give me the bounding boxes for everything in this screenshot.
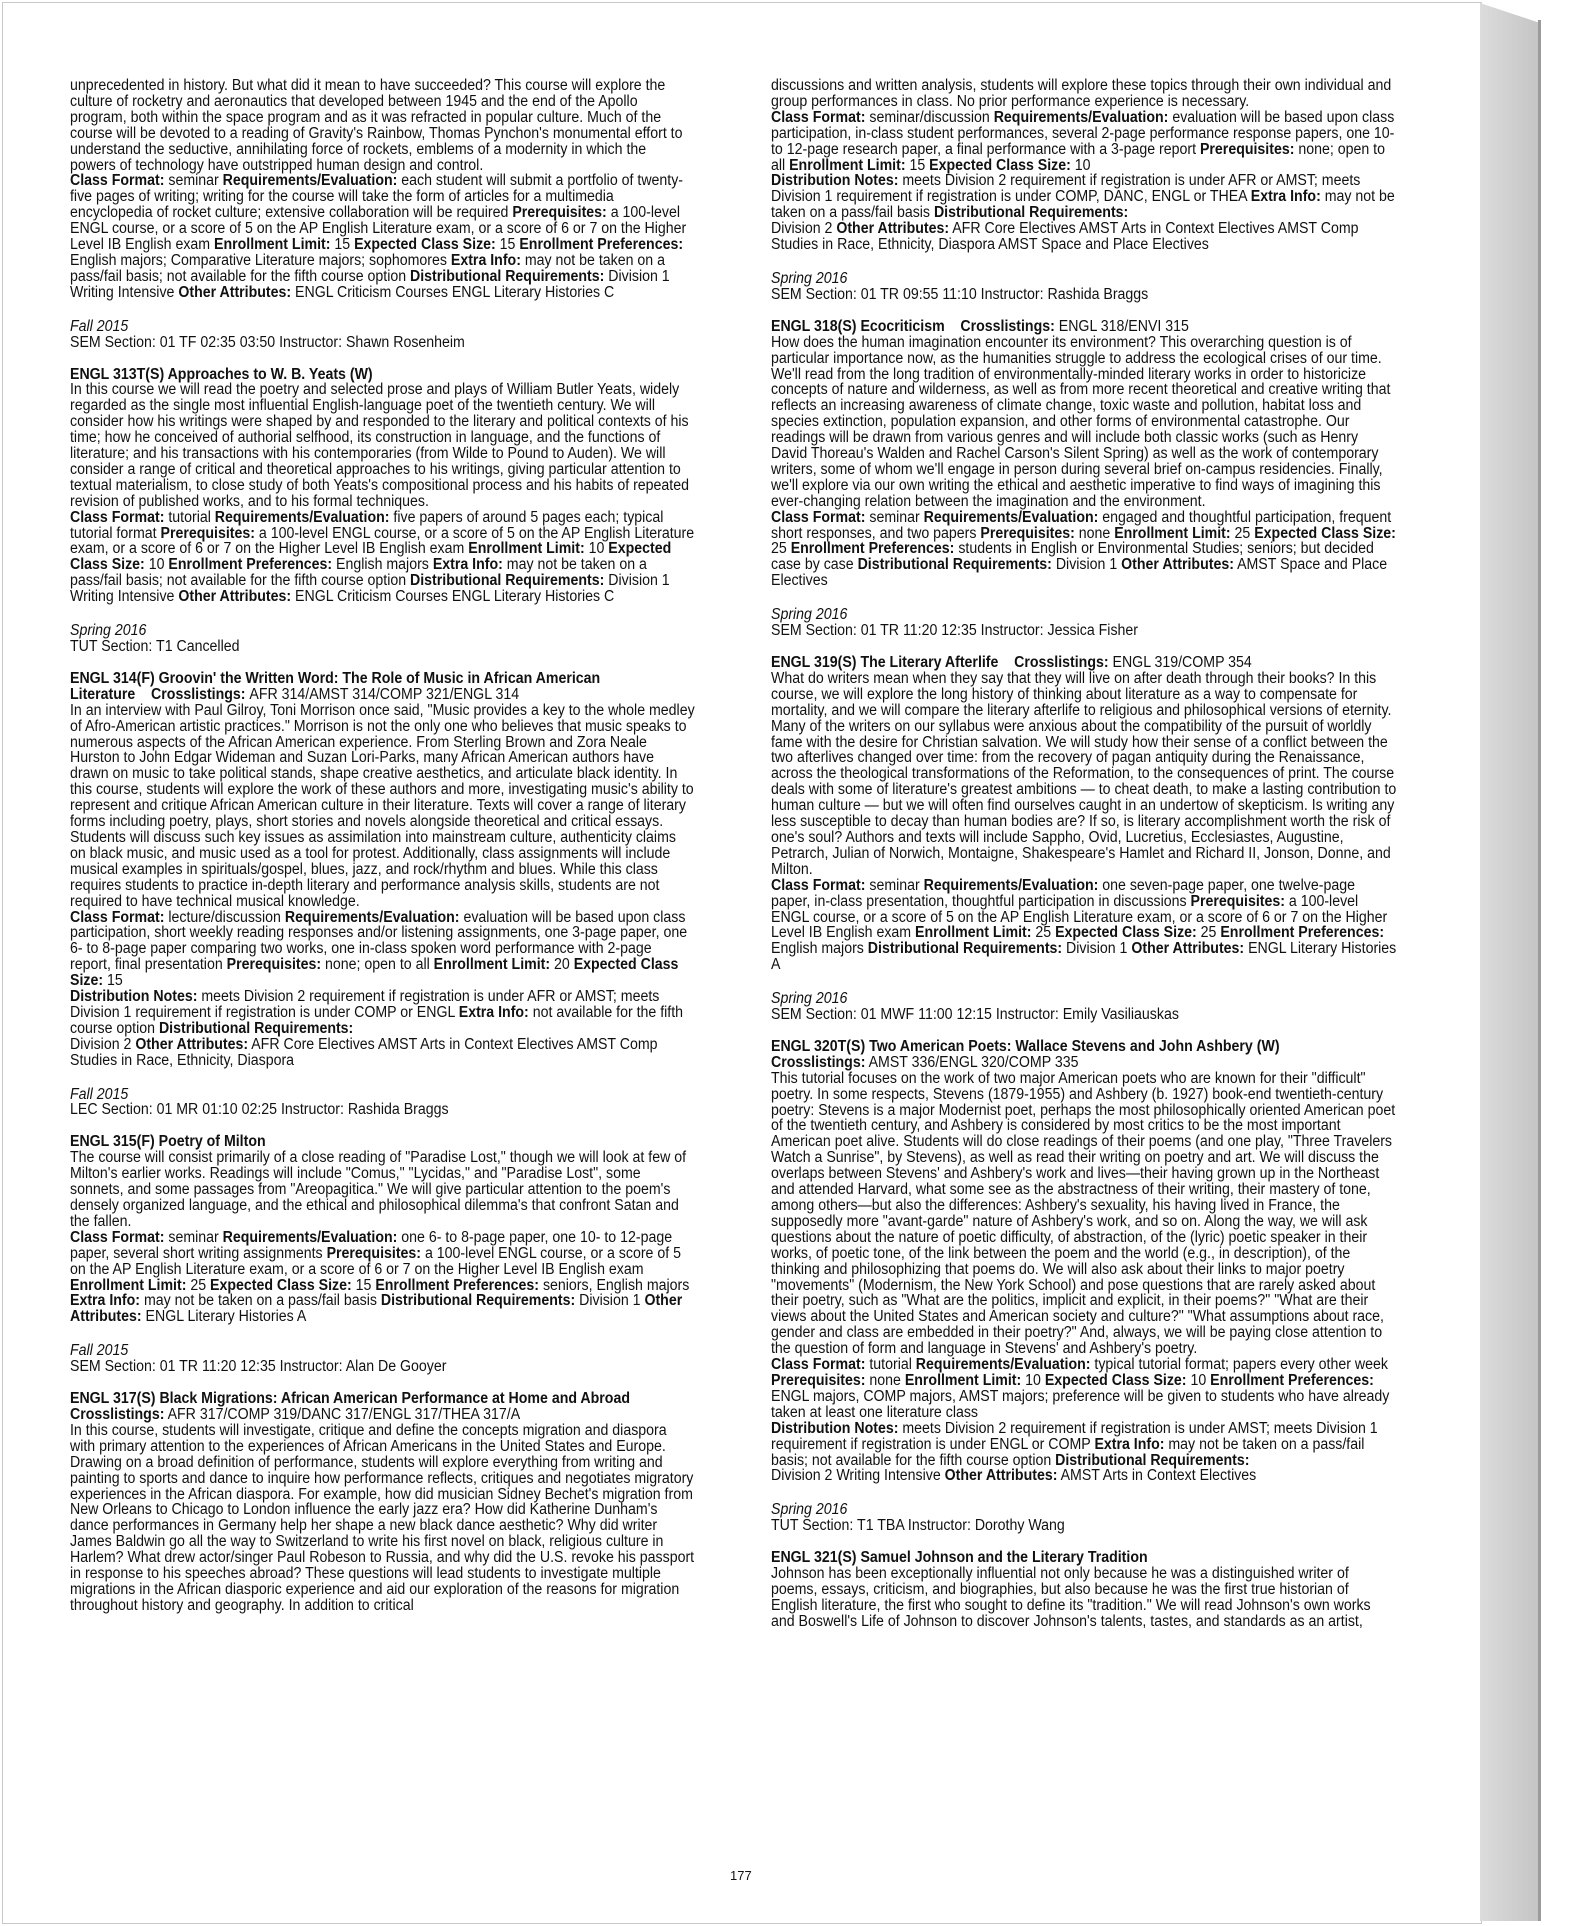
course-term: Spring 2016 xyxy=(771,1501,848,1519)
course-term: Spring 2016 xyxy=(771,990,848,1008)
crosslistings-label: Crosslistings: xyxy=(771,1053,866,1071)
course-details: Class Format: tutorial Requirements/Evaluation: typical tutorial format; papers every other week Prerequisites: none Enrollment Limit: 10 Expected Class Size: 10 Enrollment Preferences: ENGL majors, COMP majors, AMST majors; preference will be given to students who have already taken at least one literature class xyxy=(771,1356,1390,1421)
course-description: In this course, students will investigate, critique and define the concepts migration and diaspora with primary attention to the experiences of African Americans in the United States and Europe. Drawing on a broad definition of performance, students will explore everything from writing and painting to sports and dance to inquire how performance reflects, critiques and negotiates migratory experiences in the African diaspora. For example, how did musician Sidney Bechet's migration from New Orleans to Chicago to London influence the early jazz era? How did Katherine Dunham's dance performances in Germany help her shape a new black dance aesthetic? Why did writer James Baldwin go all the way to Switzerland to write his first novel on black, religious culture in Harlem? What drew actor/singer Paul Robeson to Russia, and why did the U.S. revoke his passport in response to his speeches abroad? These questions will lead students to investigate multiple migrations in the African diasporic experience and aid our exploration of the reasons for migration throughout history and geography. In addition to critical xyxy=(70,1421,695,1614)
course-details: Class Format: lecture/discussion Requirements/Evaluation: evaluation will be based upon class participation, short weekly reading responses and/or listening assignments, one 3-page paper, one 6- to 8-page paper comparing two works, one in-class spoken word performance with 2-page report, final presentation Prerequisites: none; open to all Enrollment Limit: 20 Expected Class Size: 15 xyxy=(70,908,688,990)
course-details: Class Format: tutorial Requirements/Evaluation: five papers of around 5 pages each; typical tutorial format Prerequisites: a 100-level ENGL course, or a score of 5 on the AP English Literature exam, or a score of 6 or 7 on the Higher Level IB English exam Enrollment Limit: 10 Expected Class Size: 10 Enrollment Preferences: English majors Extra Info: may not be taken on a pass/fail basis; not available for the fifth course option Distributional Requirements: Division 1 Writing Intensive Other Attributes: ENGL Criticism Courses ENGL Literary Histories C xyxy=(70,508,695,606)
course-description: Johnson has been exceptionally influential not only because he was a distinguished writer of poems, essays, criticism, and biographies, but also because he was the first true historian of English literature, the first who sought to define its "tradition." We will read Johnson's own works and Boswell's Life of Johnson to discover Johnson's talents, tastes, and standards as an artist, xyxy=(771,1565,1371,1630)
course-distribution-notes: Distribution Notes: meets Division 2 requirement if registration is under AMST; meets Division 1 requirement if registration is under ENGL or COMP Extra Info: may not be taken on a pass/fail basis; not available for the fifth course option Distributional Requirements: xyxy=(771,1419,1378,1469)
left-column xyxy=(70,78,696,1621)
course-description: The course will consist primarily of a close reading of "Paradise Lost," though we will look at few of Milton's earlier works. Readings will include "Comus," "Lycidas," and "Paradise Lost", some sonnets, and some passages from "Areopagitica." We will give particular attention to the poem's densely organized language, and the ethical and philosophical dilemma's that confront Satan and the fallen. xyxy=(70,1149,687,1230)
course-entry xyxy=(771,1550,1397,1630)
crosslistings xyxy=(70,1407,696,1423)
course-section: TUT Section: T1 Cancelled xyxy=(70,638,240,655)
course-entry xyxy=(771,319,1397,639)
course-title: ENGL 313T(S) Approaches to W. B. Yeats (W) xyxy=(70,365,373,383)
course-section: SEM Section: 01 TR 11:20 12:35 Instructor: Alan De Gooyer xyxy=(70,1358,447,1376)
course-title: ENGL 321(S) Samuel Johnson and the Literary Tradition xyxy=(771,1549,1148,1567)
course-term: Spring 2016 xyxy=(771,269,848,287)
crosslistings-value: AFR 317/COMP 319/DANC 317/ENGL 317/THEA 317/A xyxy=(167,1405,521,1423)
crosslistings-value: AFR 314/AMST 314/COMP 321/ENGL 314 xyxy=(249,685,520,703)
course-description: unprecedented in history. But what did it mean to have succeeded? This course will explore the culture of rocketry and aeronautics that developed between 1945 and the end of the Apollo program, both within the space program and as it was refracted in popular culture. Much of the course will be devoted to a reading of Gravity's Rainbow, Thomas Pynchon's monumental effort to understand the seductive, annihilating force of rockets, emblems of a modernity in which the powers of technology have outstripped human design and control. xyxy=(70,77,683,174)
course-description: discussions and written analysis, students will explore these topics through their own individual and group performances in class. No prior performance experience is necessary. xyxy=(771,77,1392,110)
course-title: ENGL 317(S) Black Migrations: African American Performance at Home and Abroad xyxy=(70,1390,630,1408)
course-details: Class Format: seminar Requirements/Evaluation: one seven-page paper, one twelve-page paper, in-class presentation, thoughtful participation in discussions Prerequisites: a 100-level ENGL course, or a score of 5 on the AP English Literature exam, or a score of 6 or 7 on the Higher Level IB English exam Enrollment Limit: 25 Expected Class Size: 25 Enrollment Preferences: English majors Distributional Requirements: Division 1 Other Attributes: ENGL Literary Histories A xyxy=(771,876,1397,974)
crosslistings xyxy=(771,1055,1397,1071)
course-details: Class Format: seminar Requirements/Evaluation: one 6- to 8-page paper, one 10- to 12-page paper, several short writing assignments Prerequisites: a 100-level ENGL course, or a score of 5 on the AP English Literature exam, or a score of 6 or 7 on the Higher Level IB English exam Enrollment Limit: 25 Expected Class Size: 15 Enrollment Preferences: seniors, English majors Extra Info: may not be taken on a pass/fail basis Distributional Requirements: Division 1 Other Attributes: ENGL Literary Histories A xyxy=(70,1228,690,1326)
course-details: Class Format: seminar Requirements/Evaluation: each student will submit a portfolio of twenty-five pages of writing; writing for the course will take the form of articles for a multimedia encyclopedia of rocket culture; extensive collaboration will be required Prerequisites: a 100-level ENGL course, or a score of 5 on the AP English Literature exam, or a score of 6 or 7 on the Higher Level IB English exam Enrollment Limit: 15 Expected Class Size: 15 Enrollment Preferences: English majors; Comparative Literature majors; sophomores Extra Info: may not be taken on a pass/fail basis; not available for the fifth course option Distributional Requirements: Division 1 Writing Intensive Other Attributes: ENGL Criticism Courses ENGL Literary Histories C xyxy=(70,172,687,301)
course-section: TUT Section: T1 TBA Instructor: Dorothy Wang xyxy=(771,1517,1065,1535)
crosslistings-value: AMST 336/ENGL 320/COMP 335 xyxy=(868,1053,1079,1071)
course-details: Class Format: seminar/discussion Requirements/Evaluation: evaluation will be based upon class participation, in-class student performances, several 2-page performance response papers, one 10- to 12-page research paper, a final performance with a 3-page report Prerequisites: none; open to all Enrollment Limit: 15 Expected Class Size: 10 xyxy=(771,108,1395,174)
course-attributes: Division 2 Other Attributes: AFR Core Electives AMST Arts in Context Electives AMST Comp Studies in Race, Ethnicity, Diaspora xyxy=(70,1035,658,1069)
course-title-text: ENGL 318(S) Ecocriticism xyxy=(771,317,945,335)
course-term: Spring 2016 xyxy=(70,622,147,640)
course-title xyxy=(70,671,696,703)
course-entry xyxy=(70,367,696,655)
crosslistings-label: Crosslistings: xyxy=(151,685,246,703)
course-details: Class Format: seminar Requirements/Evaluation: engaged and thoughtful participation, frequent short responses, and two papers Prerequisites: none Enrollment Limit: 25 Expected Class Size: 25 Enrollment Preferences: students in English or Environmental Studies; seniors; but decided case by case Distributional Requirements: Division 1 Other Attributes: AMST Space and Place Electives xyxy=(771,508,1396,590)
crosslistings-label: Crosslistings: xyxy=(1014,654,1109,671)
course-entry-continued xyxy=(70,78,696,351)
course-entry xyxy=(771,1039,1397,1534)
page-number: 177 xyxy=(730,1868,752,1883)
course-title xyxy=(771,319,1397,335)
course-entry-continued xyxy=(771,78,1397,303)
course-title-text: ENGL 319(S) The Literary Afterlife xyxy=(771,654,999,671)
course-entry xyxy=(771,655,1397,1023)
course-section: SEM Section: 01 TF 02:35 03:50 Instructor: Shawn Rosenheim xyxy=(70,333,465,351)
course-term: Fall 2015 xyxy=(70,1342,129,1360)
course-section: SEM Section: 01 TR 09:55 11:10 Instructor: Rashida Braggs xyxy=(771,285,1149,303)
course-title xyxy=(771,655,1397,671)
course-term: Fall 2015 xyxy=(70,1085,129,1103)
page-curl-shadow xyxy=(1480,3,1540,1921)
course-section: SEM Section: 01 TR 11:20 12:35 Instructor: Jessica Fisher xyxy=(771,622,1139,640)
crosslistings-value: ENGL 318/ENVI 315 xyxy=(1058,317,1189,335)
course-attributes: Division 2 Other Attributes: AFR Core Electives AMST Arts in Context Electives AMST Comp Studies in Race, Ethnicity, Diaspora AMST Space and Place Electives xyxy=(771,220,1359,254)
course-entry xyxy=(70,1391,696,1614)
course-distribution-notes: Distribution Notes: meets Division 2 requirement if registration is under AFR or AMST; meets Division 1 requirement if registration is under COMP or ENGL Extra Info: not available for the fifth course option Distributional Requirements: xyxy=(70,988,684,1037)
course-title-text: ENGL 314(F) Groovin' the Written Word: The Role of Music in African American Literature xyxy=(70,669,601,703)
course-attributes: Division 2 Writing Intensive Other Attributes: AMST Arts in Context Electives xyxy=(771,1467,1257,1485)
crosslistings-value: ENGL 319/COMP 354 xyxy=(1112,654,1252,671)
crosslistings-label: Crosslistings: xyxy=(70,1405,165,1423)
course-term: Spring 2016 xyxy=(771,606,848,624)
course-description: How does the human imagination encounter its environment? This overarching question is of particular importance now, as the humanities struggle to address the ecological crises of our time. We'll read from the long tradition of environmentally-minded literary works in order to historicize concepts of nature and wilderness, as well as from more recent theoretical and creative writing that reflects an increasing awareness of climate change, toxic waste and pollution, habitat loss and species extinction, population expansion, and other forms of environmental catastrophe. Our readings will be drawn from various genres and will include both classic works (such as Henry David Thoreau's Walden and Rachel Carson's Silent Spring) as well as the work of contemporary writers, some of whom we'll engage in person during several brief on-campus residencies. Finally, we'll explore via our own writing the ethical and aesthetic imperative to find ways of imagining this ever-changing relation between the imagination and the environment. xyxy=(771,333,1391,510)
course-title: ENGL 315(F) Poetry of Milton xyxy=(70,1133,266,1151)
course-description: This tutorial focuses on the work of two major American poets who are known for their "difficult" poetry. In some respects, Stevens (1879-1955) and Ashbery (b. 1927) book-end twentieth-century poetry: Stevens is a major Modernist poet, perhaps the most philosophically oriented American poet of the twentieth century, and Ashbery is considered by most critics to be the most important American poet alive. Students will do close readings of their poems (and one play, "Three Travelers Watch a Sunrise", by Stevens), as well as read their writing on poetry and art. We will discuss the overlaps between Stevens' and Ashbery's work and lives—their having grown up in the Northeast and attended Harvard, what some see as the abstractness of their writing, their mastery of tone, among others—but also the differences: Ashbery's sexuality, his having lived in France, the supposedly more "avant-garde" nature of Ashbery's work, and so on. Along the way, we will ask questions about the nature of poetic difficulty, of abstraction, of the (lyric) poetic speaker in their works, of poetic tone, of the link between the poem and the world (e.g., in description), of the thinking and philosophizing that poems do. We will also ask about their links to major poetry "movements" (Modernism, the New York School) and pose questions that are rarely asked about their poetry, such as "What are the politics, implicit and explicit, in their poems?" "What are their views about the United States and American society and culture?" "What assumptions about race, gender and class are embedded in their poetry?" And, always, we will be paying close attention to the question of form and language in Stevens' and Ashbery's poetry. xyxy=(771,1069,1396,1358)
crosslistings-label: Crosslistings: xyxy=(960,317,1055,335)
course-entry xyxy=(70,671,696,1118)
course-description: In an interview with Paul Gilroy, Toni Morrison once said, "Music provides a key to the whole medley of Afro-American artistic practices." Morrison is not the only one who believes that music speaks to numerous aspects of the African American experience. From Sterling Brown and Zora Neale Hurston to John Edgar Wideman and Suzan Lori-Parks, many African American authors have drawn on music to take political stands, shape creative aesthetics, and articulate black identity. In this course, students will explore the work of these authors and more, investigating music's ability to represent and critique African American culture in their literature. Texts will cover a range of literary forms including poetry, plays, short stories and novels alongside theoretical and critical essays. Students will discuss such key issues as assimilation into mainstream culture, authenticity claims on black music, and music used as a tool for protest. Additionally, class assignments will include musical examples in spirituals/gospel, blues, jazz, and rock/rhythm and blues. While this class requires students to practice in-depth literary and performance analysis skills, students are not required to have technical musical knowledge. xyxy=(70,701,695,910)
course-distribution-notes: Distribution Notes: meets Division 2 requirement if registration is under AFR or AMST; meets Division 1 requirement if registration is under COMP, DANC, ENGL or THEA Extra Info: may not be taken on a pass/fail basis Distributional Requirements: xyxy=(771,172,1395,222)
right-column xyxy=(771,78,1397,1637)
course-term: Fall 2015 xyxy=(70,317,129,335)
page-edge xyxy=(1538,20,1541,1921)
course-section: SEM Section: 01 MWF 11:00 12:15 Instructor: Emily Vasiliauskas xyxy=(771,1006,1179,1024)
course-title: ENGL 320T(S) Two American Poets: Wallace Stevens and John Ashbery (W) xyxy=(771,1037,1280,1055)
course-description: In this course we will read the poetry and selected prose and plays of William Butler Yeats, widely regarded as the single most influential English-language poet of the twentieth century. We will consider how his writings were shaped by and responded to the literary and political contexts of his time; how he conceived of authorial selfhood, its construction in language, and the functions of literature; and his transactions with his contemporaries (from Wilde to Pound to Auden). We will consider a range of critical and theoretical approaches to his writings, giving particular attention to textual materialism, to close study of both Yeats's compositional process and his habits of repeated revision of published works, and to his formal techniques. xyxy=(70,381,689,510)
course-description: What do writers mean when they say that they will live on after death through their books? In this course, we will explore the long history of thinking about literature as a way to compensate for mortality, and we will compare the literary afterlife to religious and philosophical versions of eternity. Many of the writers on our syllabus were anxious about the compatibility of the pursuit of worldly fame with the desire for Christian salvation. We will study how their sense of a conflict between the two afterlives changed over time: from the recovery of pagan antiquity during the Renaissance, across the theological transformations of the Reformation, to the consequences of print. The course deals with some of literature's greatest ambitions — to cheat death, to make a lasting contribution to human culture — but we will often find ourselves caught in an undertow of skepticism. Is writing any less susceptible to decay than human bodies are? If so, is literary accomplishment worth the risk of one's soul? Authors and texts will include Sappho, Ovid, Lucretius, Ecclesiastes, Augustine, Petrarch, Julian of Norwich, Montaigne, Shakespeare's Hamlet and Richard II, Jonson, Donne, and Milton. xyxy=(771,669,1397,878)
course-entry xyxy=(70,1134,696,1375)
course-section: LEC Section: 01 MR 01:10 02:25 Instructor: Rashida Braggs xyxy=(70,1101,449,1119)
